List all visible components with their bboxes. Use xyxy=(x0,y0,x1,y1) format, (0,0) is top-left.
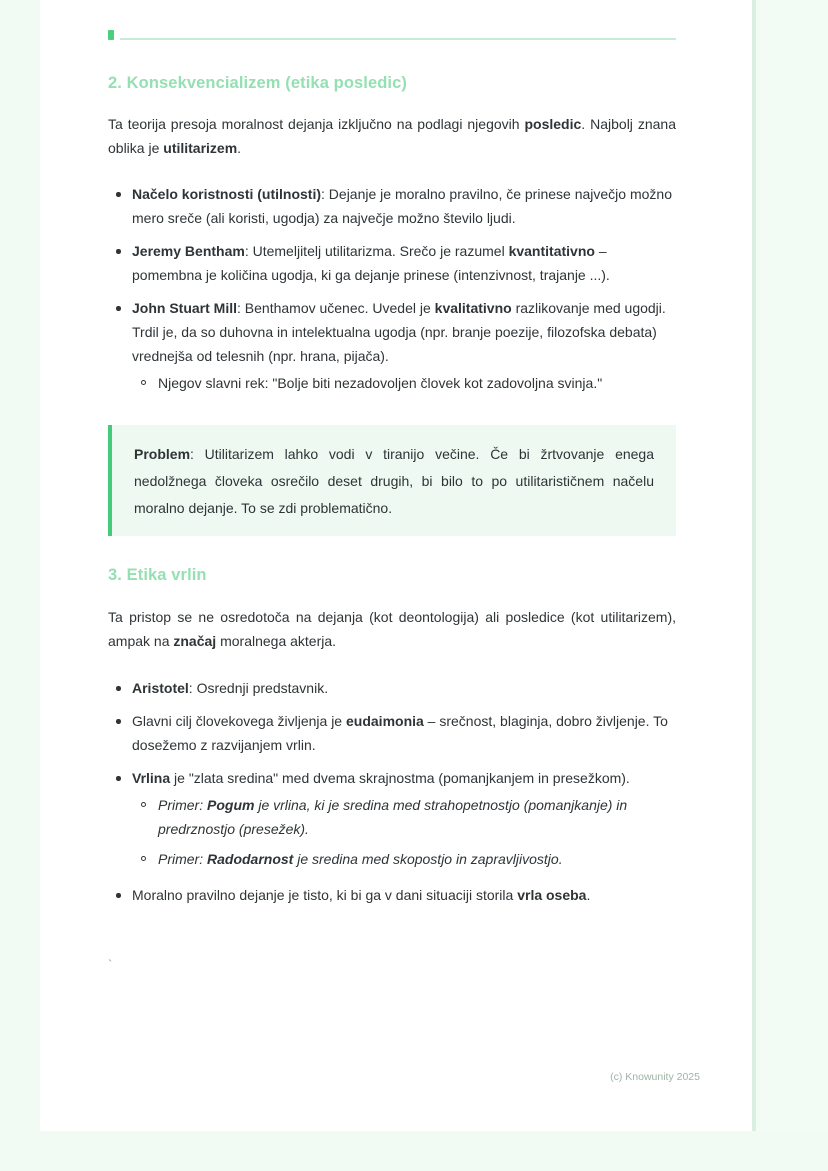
bullet-text: je "zlata sredina" med dvema skrajnostma (pomanjkanjem in presežkom). xyxy=(170,770,630,786)
bullet-text: : Utemeljitelj utilitarizma. Srečo je razumel xyxy=(244,243,509,259)
intro-bold-b: utilitarizem xyxy=(163,140,238,156)
sub-prefix: Primer: xyxy=(158,797,207,813)
page-right-margin xyxy=(756,0,828,1131)
sub-list-item xyxy=(132,847,676,871)
bullet-text: : Benthamov učenec. Uvedel je xyxy=(237,300,435,316)
bullet-text-2: razlikovanje med ugodji. Trdil je, da so duhovna in intelektualna ugodja (npr. branje poezije, filozofska debata) vrednejša od telesnih (npr. hrana, pijača). xyxy=(132,300,666,364)
callout-text xyxy=(134,441,654,522)
intro-text-c: . xyxy=(237,140,242,156)
bullet-bold-mid: kvantitativno xyxy=(508,243,595,259)
bullet-lead: Načelo koristnosti (utilnosti) xyxy=(132,186,322,202)
bullet-bold-mid: eudaimonia xyxy=(346,713,424,729)
list-item xyxy=(108,182,676,230)
footer-copyright: (c) Knowunity 2025 xyxy=(610,1071,700,1083)
sub-bold: Radodarnost xyxy=(207,851,294,867)
section-heading-2: 2. Konsekvencializem (etika posledic) xyxy=(108,74,407,92)
bullet-bold-mid: vrla oseba xyxy=(517,887,587,903)
intro-text-b: . Najbolj znana oblika je xyxy=(108,116,676,156)
bullet-lead: Aristotel xyxy=(132,680,189,696)
sub-rest: je sredina med skopostjo in zapravljivostjo. xyxy=(293,851,563,867)
bullet-bold-mid: kvalitativno xyxy=(434,300,512,316)
list-item xyxy=(108,709,676,757)
list-item xyxy=(108,766,676,871)
intro-text-a: Ta pristop se ne osredotoča na dejanja (kot deontologija) ali posledice (kot utilitarizem), ampak na xyxy=(108,609,676,649)
document-sheet xyxy=(40,0,752,1131)
bullet-text-pre: Moralno pravilno dejanje je tisto, ki bi ga v dani situaciji storila xyxy=(132,887,518,903)
bullet-lead: Vrlina xyxy=(132,770,171,786)
callout-body: : Utilitarizem lahko vodi v tiranijo večine. Če bi žrtvovanje enega nedolžnega človeka osrečilo deset drugih, bi bilo to po utilitarističnem načelu moralno dejanje. To se zdi problematično. xyxy=(134,446,654,516)
section-2-intro xyxy=(108,112,676,160)
list-item xyxy=(108,676,676,700)
list-item xyxy=(108,296,676,395)
sub-bold: Pogum xyxy=(207,797,255,813)
bullet-text-pre: Glavni cilj človekovega življenja je xyxy=(132,713,346,729)
bullet-text-2: – pomembna je količina ugodja, ki ga dejanje prinese (intenzivnost, trajanje ...). xyxy=(132,243,610,283)
intro-text-a: Ta teorija presoja moralnost dejanja izključno na podlagi njegovih xyxy=(108,116,525,132)
bullet-lead: John Stuart Mill xyxy=(132,300,237,316)
sub-list xyxy=(132,371,676,395)
list-item xyxy=(108,239,676,287)
stray-mark: ` xyxy=(108,957,113,972)
section-2-bullet-list xyxy=(108,182,676,395)
list-item xyxy=(108,883,676,907)
top-marker-icon xyxy=(108,30,114,40)
sub-list-item: Njegov slavni rek: "Bolje biti nezadovoljen človek kot zadovoljna svinja." xyxy=(132,371,676,395)
sub-prefix: Primer: xyxy=(158,851,207,867)
callout-lead: Problem xyxy=(134,446,191,462)
sub-list xyxy=(132,793,676,871)
section-3-intro xyxy=(108,605,676,653)
bullet-text: : Osrednji predstavnik. xyxy=(188,680,329,696)
sub-rest: je vrlina, ki je sredina med strahopetnostjo (pomanjkanje) in predrznostjo (presežek). xyxy=(158,797,628,837)
bullet-lead: Jeremy Bentham xyxy=(132,243,245,259)
bullet-text: : Dejanje je moralno pravilno, če prinese največjo možno mero sreče (ali koristi, ugodja) za največje možno število ljudi. xyxy=(132,186,672,226)
section-3-bullet-list xyxy=(108,676,676,907)
intro-bold-a: značaj xyxy=(173,633,217,649)
section-heading-3: 3. Etika vrlin xyxy=(108,566,207,584)
sub-list-item xyxy=(132,793,676,841)
intro-bold-a: posledic xyxy=(524,116,582,132)
intro-text-b: moralnega akterja. xyxy=(216,633,337,649)
top-divider xyxy=(120,38,676,40)
callout-problem xyxy=(108,425,676,536)
bullet-text-2: . xyxy=(586,887,591,903)
bullet-text-2: – srečnost, blaginja, dobro življenje. To dosežemo z razvijanjem vrlin. xyxy=(132,713,668,753)
